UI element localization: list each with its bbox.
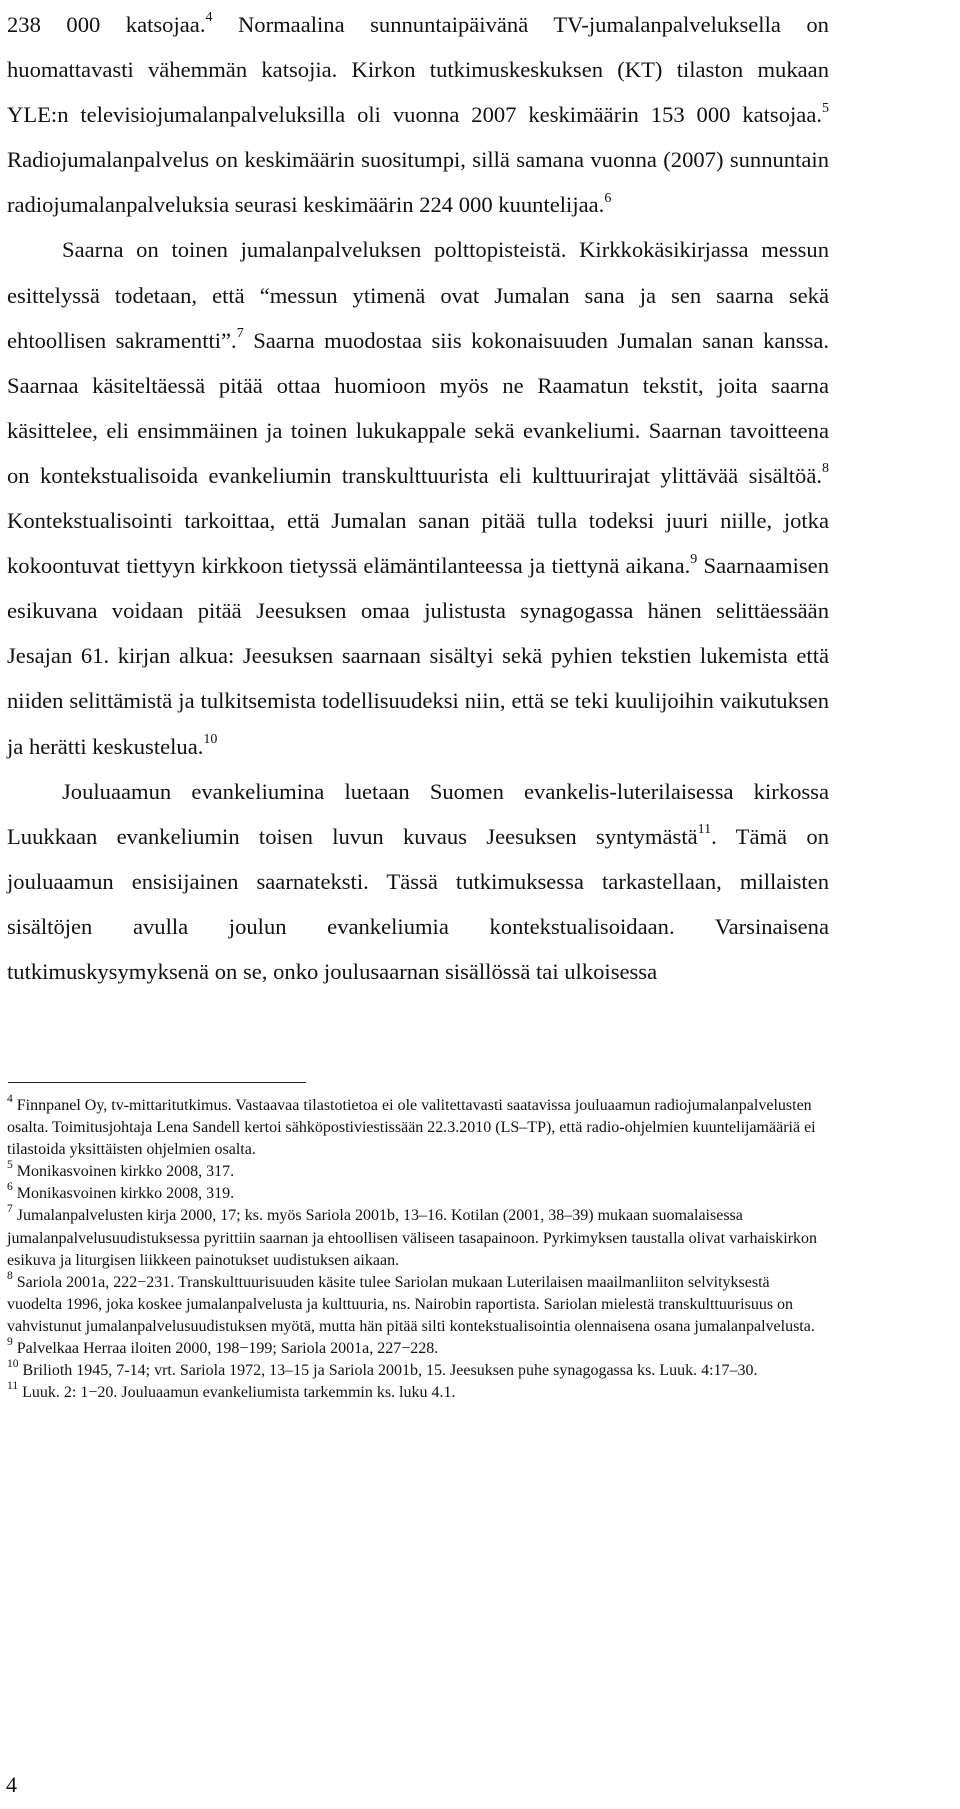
footnote-text: Palvelkaa Herraa iloiten 2000, 198−199; Sariola 2001a, 227−228. bbox=[16, 1340, 439, 1358]
footnote bbox=[7, 1161, 819, 1183]
footnote bbox=[7, 1183, 819, 1205]
footnote-reference: 10 bbox=[203, 731, 218, 747]
footnote-reference: 4 bbox=[205, 10, 213, 26]
footnote-text: Brilioth 1945, 7-14; vrt. Sariola 1972, 13–15 ja Sariola 2001b, 15. Jeesuksen puhe synagogassa ks. Luuk. 4:17–30. bbox=[22, 1362, 758, 1380]
text-run: Saarna on toinen jumalanpalveluksen polttopisteistä. Kirkkokäsikirjassa messun esittelyssä todetaan, että “messun ytimenä ovat Jumalan sana ja sen saarna sekä ehtoollisen sakramentti”. bbox=[7, 237, 829, 353]
footnote bbox=[7, 1335, 819, 1360]
body-paragraph bbox=[7, 227, 829, 768]
footnote bbox=[7, 1092, 819, 1161]
footnote-number: 10 bbox=[7, 1358, 19, 1371]
footnote-number: 5 bbox=[7, 1159, 13, 1172]
text-run: Kontekstualisointi tarkoittaa, että Jumalan sanan pitää tulla todeksi juuri niille, jotka kokoontuvat tiettyyn kirkkoon tietyssä elämäntilanteessa ja tiettynä aikana. bbox=[7, 508, 829, 579]
page-number: 4 bbox=[6, 1772, 17, 1797]
footnote bbox=[7, 1360, 819, 1382]
footnote-number: 9 bbox=[7, 1335, 13, 1348]
footnote-number: 8 bbox=[7, 1269, 13, 1282]
footnote-text: Finnpanel Oy, tv-mittaritutkimus. Vastaavaa tilastotietoa ei ole valitettavasti saatavissa jouluaamun radiojumalanpalvelusten osalta. Toimitusjohtaja Lena Sandell kertoi sähköpostiviestissään 22.3.2010 (LS–TP), että radio-ohjelmien kuuntelijamääriä ei tilastoida yksittäisten ohjelmien osalta. bbox=[7, 1097, 816, 1159]
footnote-reference: 6 bbox=[604, 190, 612, 206]
text-run: Saarna muodostaa siis kokonaisuuden Jumalan sanan kanssa. Saarnaa käsiteltäessä pitää ottaa huomioon myös ne Raamatun tekstit, joita saarna käsittelee, eli ensimmäinen ja toinen lukukappale sekä evankeliumi. Saarnan tavoitteena on kontekstualisoida evankeliumin transkulttuurista eli kulttuurirajat ylittävää sisältöä. bbox=[7, 327, 829, 488]
footnote-reference: 8 bbox=[822, 461, 829, 477]
footnote-text: Monikasvoinen kirkko 2008, 317. bbox=[16, 1163, 235, 1181]
body-text bbox=[7, 2, 829, 994]
text-run: 238 000 katsojaa. bbox=[7, 12, 206, 37]
text-run: . Tämä on jouluaamun ensisijainen saarnateksti. Tässä tutkimuksessa tarkastellaan, millaisten sisältöjen avulla joulun evankeliumia kontekstualisoidaan. Varsinaisena tutkimuskysymyksenä on se, onko joulusaarnan sisällössä tai ulkoisessa bbox=[7, 823, 829, 984]
footnote-text: Jumalanpalvelusten kirja 2000, 17; ks. myös Sariola 2001b, 13–16. Kotilan (2001, 38–39) mukaan suomalaisessa jumalanpalvelusuudistuksessa pyrittiin saarnan ja ehtoollisen väliseen tasapainoon. Pyrkimyksen taustalla olivat varhaiskirkon esikuva ja liturgisen liikkeen painotukset uudistuksen aikaan. bbox=[7, 1207, 818, 1269]
footnote-reference: 5 bbox=[822, 100, 829, 116]
footnote-separator bbox=[8, 1082, 306, 1083]
footnote bbox=[7, 1205, 819, 1271]
footnote bbox=[7, 1382, 819, 1404]
text-run: Saarnaamisen esikuvana voidaan pitää Jeesuksen omaa julistusta synagogassa hänen selittäessään Jesajan 61. kirjan alkua: Jeesuksen saarnaan sisältyi sekä pyhien tekstien lukemista että niiden selittämistä ja tulkitsemista todellisuudeksi niin, että se teki kuulijoihin vaikutuksen ja herätti keskustelua. bbox=[7, 553, 829, 759]
body-paragraph bbox=[7, 769, 829, 994]
footnote-number: 7 bbox=[7, 1203, 13, 1216]
footnote-text: Sariola 2001a, 222−231. Transkulttuurisuuden käsite tulee Sariolan mukaan Luterilaisen maailmanliiton selvityksestä vuodelta 1996, joka koskee jumalanpalvelusta ja kulttuuria, ns. Nairobin raportista. Sariolan mielestä transkulttuurisuus on vahvistunut jumalanpalvelusuudistuksen myötä, mutta hän pitää silti kontekstualisointia olennaisena osana jumalanpalvelusta. bbox=[7, 1273, 815, 1335]
footnote-reference: 9 bbox=[690, 551, 698, 567]
footnote-number: 4 bbox=[7, 1092, 13, 1105]
text-run: Jouluaamun evankeliumina luetaan Suomen evankelis-luterilaisessa kirkossa Luukkaan evankeliumin toisen luvun kuvaus Jeesuksen syntymästä bbox=[7, 778, 829, 849]
footnote-number: 11 bbox=[7, 1380, 19, 1393]
footnote-text: Luuk. 2: 1−20. Jouluaamun evankeliumista tarkemmin ks. luku 4.1. bbox=[22, 1384, 456, 1402]
footnote bbox=[7, 1269, 819, 1338]
footnote-reference: 11 bbox=[697, 822, 712, 838]
body-paragraph bbox=[7, 2, 829, 227]
text-run: Radiojumalanpalvelus on keskimäärin suositumpi, sillä samana vuonna (2007) sunnuntain radiojumalanpalveluksia seurasi keskimäärin 224 000 kuuntelijaa. bbox=[7, 147, 829, 218]
text-run: Normaalina sunnuntaipäivänä TV-jumalanpalveluksella on huomattavasti vähemmän katsojia. Kirkon tutkimuskeskuksen (KT) tilaston mukaan YLE:n televisiojumalanpalveluksilla oli vuonna 2007 keskimäärin 153 000 katsojaa. bbox=[7, 12, 829, 128]
footnote-text: Monikasvoinen kirkko 2008, 319. bbox=[16, 1185, 235, 1203]
footnote-number: 6 bbox=[7, 1181, 13, 1194]
footnotes bbox=[7, 1092, 819, 1404]
footnote-reference: 7 bbox=[236, 326, 244, 342]
